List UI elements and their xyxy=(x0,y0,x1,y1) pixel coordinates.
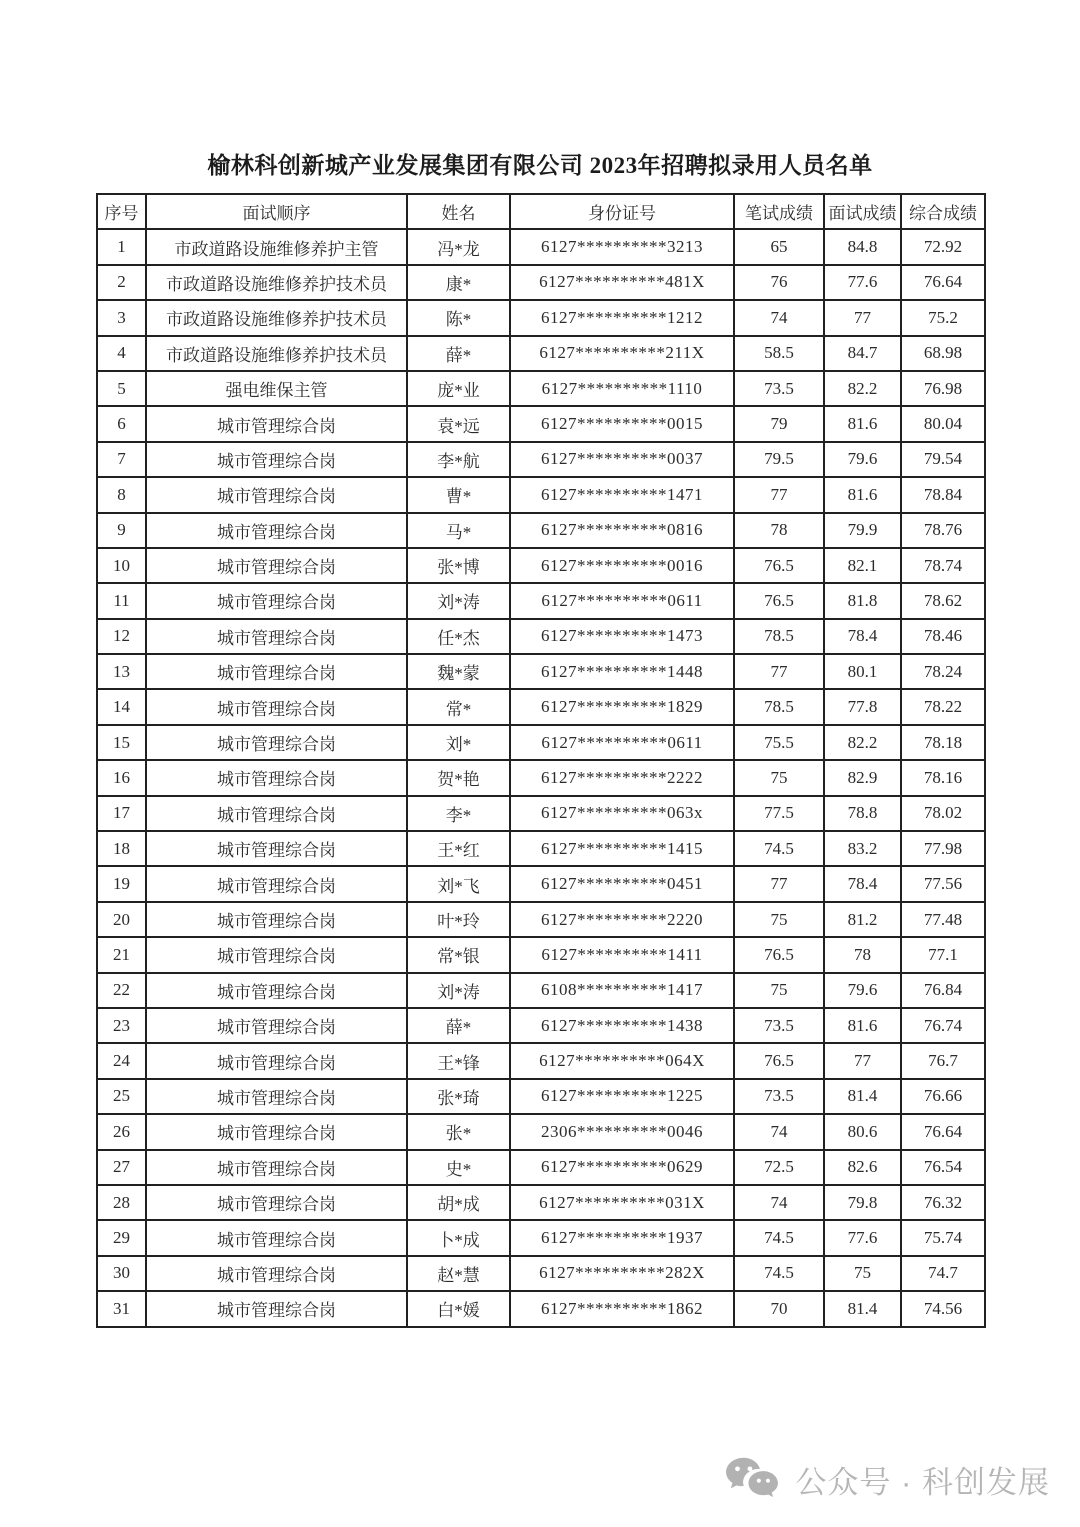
cell-serial: 17 xyxy=(97,796,146,831)
cell-interview-score: 75 xyxy=(824,1256,901,1291)
cell-name: 袁*远 xyxy=(407,406,510,441)
cell-name: 赵*慧 xyxy=(407,1256,510,1291)
table-row xyxy=(97,513,985,548)
cell-id-number: 6127**********1415 xyxy=(510,831,734,866)
table-row xyxy=(97,760,985,795)
cell-serial: 6 xyxy=(97,406,146,441)
cell-position: 城市管理综合岗 xyxy=(146,1114,407,1149)
cell-written-score: 75 xyxy=(734,973,824,1008)
cell-overall-score: 74.56 xyxy=(901,1291,985,1326)
cell-position: 城市管理综合岗 xyxy=(146,442,407,477)
header-position: 面试顺序 xyxy=(146,194,407,229)
table-row xyxy=(97,265,985,300)
table-row xyxy=(97,442,985,477)
cell-position: 城市管理综合岗 xyxy=(146,406,407,441)
cell-interview-score: 78.4 xyxy=(824,866,901,901)
cell-id-number: 6127**********1448 xyxy=(510,654,734,689)
cell-position: 城市管理综合岗 xyxy=(146,796,407,831)
cell-name: 史* xyxy=(407,1150,510,1185)
cell-interview-score: 84.7 xyxy=(824,336,901,371)
cell-id-number: 6127**********481X xyxy=(510,265,734,300)
cell-position: 市政道路设施维修养护主管 xyxy=(146,229,407,264)
cell-id-number: 6127**********1473 xyxy=(510,619,734,654)
cell-position: 城市管理综合岗 xyxy=(146,548,407,583)
cell-name: 胡*成 xyxy=(407,1185,510,1220)
cell-interview-score: 80.6 xyxy=(824,1114,901,1149)
cell-serial: 13 xyxy=(97,654,146,689)
cell-name: 叶*玲 xyxy=(407,902,510,937)
cell-id-number: 6108**********1417 xyxy=(510,973,734,1008)
cell-name: 张*博 xyxy=(407,548,510,583)
cell-written-score: 77 xyxy=(734,866,824,901)
header-interview-score: 面试成绩 xyxy=(824,194,901,229)
cell-written-score: 75 xyxy=(734,902,824,937)
cell-id-number: 6127**********0611 xyxy=(510,583,734,618)
cell-overall-score: 78.16 xyxy=(901,760,985,795)
cell-serial: 27 xyxy=(97,1150,146,1185)
table-row xyxy=(97,1150,985,1185)
cell-position: 城市管理综合岗 xyxy=(146,902,407,937)
cell-overall-score: 78.84 xyxy=(901,477,985,512)
cell-position: 城市管理综合岗 xyxy=(146,1185,407,1220)
table-body xyxy=(97,229,985,1326)
cell-overall-score: 80.04 xyxy=(901,406,985,441)
cell-overall-score: 72.92 xyxy=(901,229,985,264)
cell-serial: 26 xyxy=(97,1114,146,1149)
cell-position: 城市管理综合岗 xyxy=(146,866,407,901)
cell-interview-score: 82.2 xyxy=(824,725,901,760)
cell-overall-score: 77.1 xyxy=(901,937,985,972)
cell-written-score: 74 xyxy=(734,1114,824,1149)
table-row xyxy=(97,1114,985,1149)
cell-written-score: 77.5 xyxy=(734,796,824,831)
cell-position: 市政道路设施维修养护技术员 xyxy=(146,336,407,371)
table-row xyxy=(97,1043,985,1078)
cell-position: 市政道路设施维修养护技术员 xyxy=(146,300,407,335)
header-id-number: 身份证号 xyxy=(510,194,734,229)
cell-interview-score: 83.2 xyxy=(824,831,901,866)
cell-position: 城市管理综合岗 xyxy=(146,831,407,866)
cell-id-number: 6127**********0611 xyxy=(510,725,734,760)
cell-position: 城市管理综合岗 xyxy=(146,1079,407,1114)
cell-name: 魏*蒙 xyxy=(407,654,510,689)
cell-position: 城市管理综合岗 xyxy=(146,583,407,618)
cell-serial: 18 xyxy=(97,831,146,866)
cell-written-score: 76.5 xyxy=(734,937,824,972)
header-written-score: 笔试成绩 xyxy=(734,194,824,229)
cell-id-number: 6127**********2220 xyxy=(510,902,734,937)
cell-overall-score: 68.98 xyxy=(901,336,985,371)
table-row xyxy=(97,1008,985,1043)
cell-overall-score: 76.54 xyxy=(901,1150,985,1185)
cell-name: 刘* xyxy=(407,725,510,760)
table-row xyxy=(97,300,985,335)
cell-name: 刘*涛 xyxy=(407,583,510,618)
cell-overall-score: 76.74 xyxy=(901,1008,985,1043)
cell-written-score: 73.5 xyxy=(734,371,824,406)
cell-serial: 28 xyxy=(97,1185,146,1220)
cell-written-score: 75.5 xyxy=(734,725,824,760)
cell-written-score: 76.5 xyxy=(734,583,824,618)
cell-interview-score: 81.6 xyxy=(824,477,901,512)
cell-id-number: 6127**********1212 xyxy=(510,300,734,335)
cell-written-score: 74.5 xyxy=(734,831,824,866)
cell-interview-score: 79.6 xyxy=(824,973,901,1008)
cell-id-number: 6127**********2222 xyxy=(510,760,734,795)
cell-serial: 11 xyxy=(97,583,146,618)
cell-written-score: 65 xyxy=(734,229,824,264)
table-row xyxy=(97,831,985,866)
cell-written-score: 73.5 xyxy=(734,1008,824,1043)
cell-position: 城市管理综合岗 xyxy=(146,1256,407,1291)
table-row xyxy=(97,583,985,618)
cell-id-number: 6127**********0016 xyxy=(510,548,734,583)
cell-interview-score: 81.8 xyxy=(824,583,901,618)
cell-written-score: 79.5 xyxy=(734,442,824,477)
cell-id-number: 2306**********0046 xyxy=(510,1114,734,1149)
cell-interview-score: 81.2 xyxy=(824,902,901,937)
cell-interview-score: 78.8 xyxy=(824,796,901,831)
cell-serial: 15 xyxy=(97,725,146,760)
cell-name: 刘*飞 xyxy=(407,866,510,901)
wechat-footer xyxy=(724,1456,1050,1502)
cell-id-number: 6127**********0037 xyxy=(510,442,734,477)
cell-id-number: 6127**********1438 xyxy=(510,1008,734,1043)
cell-interview-score: 84.8 xyxy=(824,229,901,264)
cell-name: 冯*龙 xyxy=(407,229,510,264)
cell-name: 常* xyxy=(407,689,510,724)
cell-serial: 4 xyxy=(97,336,146,371)
cell-written-score: 58.5 xyxy=(734,336,824,371)
cell-interview-score: 81.6 xyxy=(824,1008,901,1043)
cell-written-score: 73.5 xyxy=(734,1079,824,1114)
table-row xyxy=(97,866,985,901)
cell-overall-score: 76.66 xyxy=(901,1079,985,1114)
cell-written-score: 78.5 xyxy=(734,619,824,654)
cell-name: 庞*业 xyxy=(407,371,510,406)
cell-id-number: 6127**********0629 xyxy=(510,1150,734,1185)
cell-written-score: 72.5 xyxy=(734,1150,824,1185)
table-row xyxy=(97,229,985,264)
table-row xyxy=(97,1291,985,1326)
cell-written-score: 74.5 xyxy=(734,1256,824,1291)
cell-name: 常*银 xyxy=(407,937,510,972)
cell-overall-score: 76.84 xyxy=(901,973,985,1008)
cell-written-score: 74 xyxy=(734,300,824,335)
cell-written-score: 76 xyxy=(734,265,824,300)
cell-serial: 1 xyxy=(97,229,146,264)
cell-position: 城市管理综合岗 xyxy=(146,937,407,972)
cell-written-score: 77 xyxy=(734,477,824,512)
cell-name: 陈* xyxy=(407,300,510,335)
cell-interview-score: 79.8 xyxy=(824,1185,901,1220)
cell-overall-score: 78.74 xyxy=(901,548,985,583)
cell-written-score: 74 xyxy=(734,1185,824,1220)
table-row xyxy=(97,725,985,760)
cell-interview-score: 82.1 xyxy=(824,548,901,583)
cell-interview-score: 78 xyxy=(824,937,901,972)
cell-serial: 23 xyxy=(97,1008,146,1043)
cell-overall-score: 77.48 xyxy=(901,902,985,937)
cell-overall-score: 78.62 xyxy=(901,583,985,618)
cell-name: 白*媛 xyxy=(407,1291,510,1326)
table-row xyxy=(97,937,985,972)
cell-name: 康* xyxy=(407,265,510,300)
cell-position: 城市管理综合岗 xyxy=(146,1008,407,1043)
cell-written-score: 75 xyxy=(734,760,824,795)
cell-overall-score: 76.7 xyxy=(901,1043,985,1078)
cell-serial: 5 xyxy=(97,371,146,406)
cell-name: 李*航 xyxy=(407,442,510,477)
cell-position: 城市管理综合岗 xyxy=(146,689,407,724)
cell-interview-score: 77.8 xyxy=(824,689,901,724)
cell-interview-score: 82.2 xyxy=(824,371,901,406)
cell-overall-score: 74.7 xyxy=(901,1256,985,1291)
cell-id-number: 6127**********031X xyxy=(510,1185,734,1220)
cell-written-score: 74.5 xyxy=(734,1220,824,1255)
cell-overall-score: 75.74 xyxy=(901,1220,985,1255)
cell-written-score: 76.5 xyxy=(734,548,824,583)
cell-name: 卜*成 xyxy=(407,1220,510,1255)
cell-name: 张* xyxy=(407,1114,510,1149)
cell-serial: 24 xyxy=(97,1043,146,1078)
cell-serial: 25 xyxy=(97,1079,146,1114)
table-row xyxy=(97,689,985,724)
cell-name: 薛* xyxy=(407,1008,510,1043)
header-name: 姓名 xyxy=(407,194,510,229)
table-row xyxy=(97,548,985,583)
cell-overall-score: 78.24 xyxy=(901,654,985,689)
cell-name: 曹* xyxy=(407,477,510,512)
cell-serial: 8 xyxy=(97,477,146,512)
cell-serial: 31 xyxy=(97,1291,146,1326)
cell-overall-score: 76.64 xyxy=(901,1114,985,1149)
table-row xyxy=(97,1256,985,1291)
cell-interview-score: 81.4 xyxy=(824,1291,901,1326)
cell-serial: 10 xyxy=(97,548,146,583)
cell-serial: 19 xyxy=(97,866,146,901)
cell-overall-score: 76.32 xyxy=(901,1185,985,1220)
cell-overall-score: 78.46 xyxy=(901,619,985,654)
cell-position: 城市管理综合岗 xyxy=(146,760,407,795)
header-overall-score: 综合成绩 xyxy=(901,194,985,229)
footer-label: 公众号 · 科创发展 xyxy=(795,1464,1050,1500)
cell-written-score: 70 xyxy=(734,1291,824,1326)
cell-interview-score: 77 xyxy=(824,1043,901,1078)
table-row xyxy=(97,902,985,937)
table-row xyxy=(97,371,985,406)
cell-id-number: 6127**********1411 xyxy=(510,937,734,972)
cell-id-number: 6127**********1471 xyxy=(510,477,734,512)
header-serial: 序号 xyxy=(97,194,146,229)
cell-id-number: 6127**********1110 xyxy=(510,371,734,406)
cell-serial: 22 xyxy=(97,973,146,1008)
cell-position: 强电维保主管 xyxy=(146,371,407,406)
cell-position: 城市管理综合岗 xyxy=(146,1150,407,1185)
cell-position: 城市管理综合岗 xyxy=(146,513,407,548)
cell-serial: 16 xyxy=(97,760,146,795)
cell-name: 任*杰 xyxy=(407,619,510,654)
cell-serial: 21 xyxy=(97,937,146,972)
cell-written-score: 76.5 xyxy=(734,1043,824,1078)
recruitment-table xyxy=(96,193,986,1328)
cell-position: 城市管理综合岗 xyxy=(146,725,407,760)
table-row xyxy=(97,1185,985,1220)
cell-overall-score: 76.64 xyxy=(901,265,985,300)
cell-serial: 2 xyxy=(97,265,146,300)
cell-written-score: 79 xyxy=(734,406,824,441)
table-row xyxy=(97,619,985,654)
cell-overall-score: 77.56 xyxy=(901,866,985,901)
cell-id-number: 6127**********0816 xyxy=(510,513,734,548)
cell-overall-score: 78.02 xyxy=(901,796,985,831)
table-row xyxy=(97,406,985,441)
cell-interview-score: 77 xyxy=(824,300,901,335)
cell-position: 城市管理综合岗 xyxy=(146,1220,407,1255)
cell-id-number: 6127**********0451 xyxy=(510,866,734,901)
cell-id-number: 6127**********1829 xyxy=(510,689,734,724)
table-row xyxy=(97,973,985,1008)
cell-id-number: 6127**********282X xyxy=(510,1256,734,1291)
cell-serial: 9 xyxy=(97,513,146,548)
cell-overall-score: 77.98 xyxy=(901,831,985,866)
cell-interview-score: 77.6 xyxy=(824,1220,901,1255)
cell-overall-score: 76.98 xyxy=(901,371,985,406)
cell-interview-score: 78.4 xyxy=(824,619,901,654)
table-row xyxy=(97,796,985,831)
table-row xyxy=(97,477,985,512)
cell-position: 城市管理综合岗 xyxy=(146,654,407,689)
cell-serial: 12 xyxy=(97,619,146,654)
cell-name: 马* xyxy=(407,513,510,548)
table-row xyxy=(97,654,985,689)
cell-interview-score: 82.9 xyxy=(824,760,901,795)
cell-name: 张*琦 xyxy=(407,1079,510,1114)
cell-position: 城市管理综合岗 xyxy=(146,619,407,654)
table-row xyxy=(97,1079,985,1114)
cell-serial: 29 xyxy=(97,1220,146,1255)
cell-position: 城市管理综合岗 xyxy=(146,1043,407,1078)
cell-id-number: 6127**********064X xyxy=(510,1043,734,1078)
cell-id-number: 6127**********063x xyxy=(510,796,734,831)
cell-name: 贺*艳 xyxy=(407,760,510,795)
wechat-icon xyxy=(724,1456,780,1502)
cell-id-number: 6127**********3213 xyxy=(510,229,734,264)
cell-id-number: 6127**********1937 xyxy=(510,1220,734,1255)
table-header-row xyxy=(97,194,985,229)
table-row xyxy=(97,1220,985,1255)
cell-interview-score: 80.1 xyxy=(824,654,901,689)
cell-position: 城市管理综合岗 xyxy=(146,973,407,1008)
cell-interview-score: 81.6 xyxy=(824,406,901,441)
page-title: 榆林科创新城产业发展集团有限公司 2023年招聘拟录用人员名单 xyxy=(207,153,873,178)
cell-serial: 7 xyxy=(97,442,146,477)
cell-overall-score: 78.76 xyxy=(901,513,985,548)
cell-serial: 14 xyxy=(97,689,146,724)
table-row xyxy=(97,336,985,371)
cell-serial: 3 xyxy=(97,300,146,335)
cell-interview-score: 81.4 xyxy=(824,1079,901,1114)
cell-name: 王*锋 xyxy=(407,1043,510,1078)
cell-name: 李* xyxy=(407,796,510,831)
cell-overall-score: 75.2 xyxy=(901,300,985,335)
cell-id-number: 6127**********0015 xyxy=(510,406,734,441)
cell-position: 市政道路设施维修养护技术员 xyxy=(146,265,407,300)
cell-id-number: 6127**********211X xyxy=(510,336,734,371)
cell-overall-score: 79.54 xyxy=(901,442,985,477)
cell-name: 薛* xyxy=(407,336,510,371)
cell-position: 城市管理综合岗 xyxy=(146,1291,407,1326)
cell-interview-score: 79.9 xyxy=(824,513,901,548)
cell-name: 王*红 xyxy=(407,831,510,866)
cell-interview-score: 77.6 xyxy=(824,265,901,300)
cell-id-number: 6127**********1225 xyxy=(510,1079,734,1114)
cell-serial: 20 xyxy=(97,902,146,937)
cell-interview-score: 82.6 xyxy=(824,1150,901,1185)
cell-serial: 30 xyxy=(97,1256,146,1291)
cell-written-score: 77 xyxy=(734,654,824,689)
cell-written-score: 78 xyxy=(734,513,824,548)
cell-overall-score: 78.22 xyxy=(901,689,985,724)
cell-name: 刘*涛 xyxy=(407,973,510,1008)
cell-interview-score: 79.6 xyxy=(824,442,901,477)
cell-overall-score: 78.18 xyxy=(901,725,985,760)
cell-written-score: 78.5 xyxy=(734,689,824,724)
cell-position: 城市管理综合岗 xyxy=(146,477,407,512)
cell-id-number: 6127**********1862 xyxy=(510,1291,734,1326)
